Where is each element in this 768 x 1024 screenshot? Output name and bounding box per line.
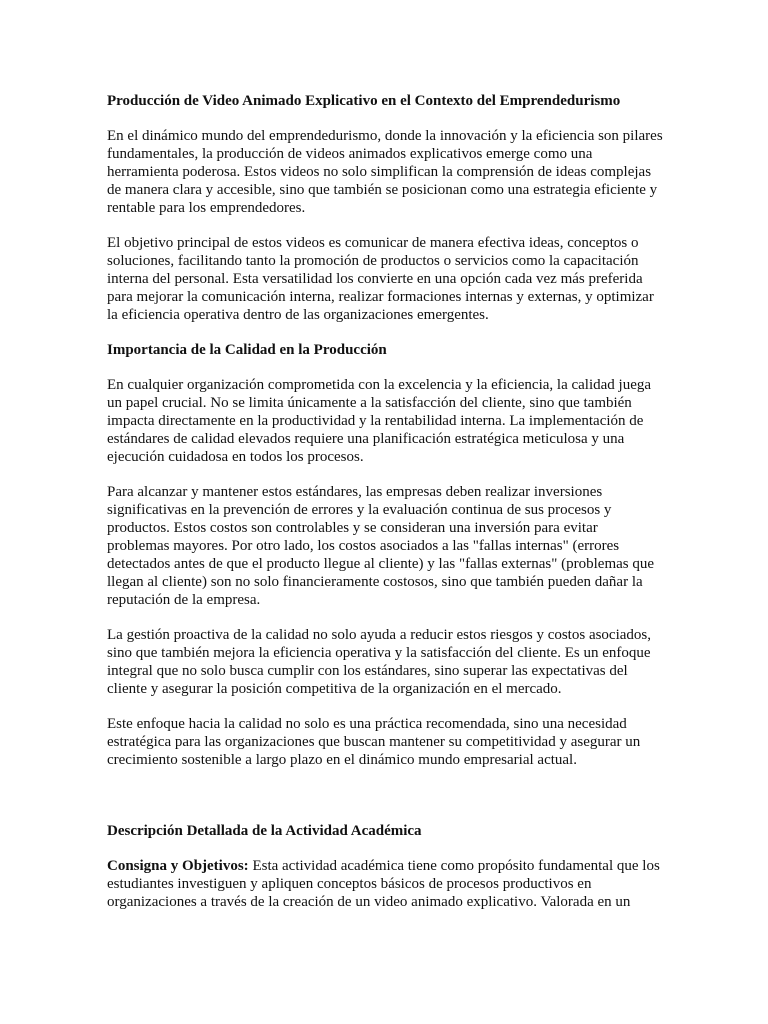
activity-lead-text: Esta actividad académica tiene como propósito fundamental que los estudiantes investiguen y apliquen conceptos básicos de procesos productivos en organizaciones a través de la creación de un video animado explicativo. Valorada en un: [107, 858, 660, 910]
intro-paragraph-1: En el dinámico mundo del emprendedurismo, donde la innovación y la eficiencia son pilares fundamentales, la producción de videos animados explicativos emerge como una herramienta poderosa. Estos videos no solo simplifican la comprensión de ideas complejas de manera clara y accesible, sino que también se posicionan como una estrategia eficiente y rentable para los emprendedores.: [107, 128, 663, 216]
quality-paragraph-2: Para alcanzar y mantener estos estándares, las empresas deben realizar inversiones significativas en la prevención de errores y la evaluación continua de sus procesos y productos. Estos costos son controlables y se consideran una inversión para evitar problemas mayores. Por otro lado, los costos asociados a las "fallas internas" (errores detectados antes de que el producto llegue al cliente) y las "fallas externas" (problemas que llegan al cliente) son no solo financieramente costosos, sino que también pueden dañar la reputación de la empresa.: [107, 484, 655, 608]
activity-paragraph: [107, 857, 663, 911]
quality-paragraph-1: En cualquier organización comprometida con la excelencia y la eficiencia, la calidad juega un papel crucial. No se limita únicamente a la satisfacción del cliente, sino que también impacta directamente en la productividad y la rentabilidad interna. La implementación de estándares de calidad elevados requiere una planificación estratégica meticulosa y una ejecución cuidadosa en todos los procesos.: [107, 377, 652, 465]
section-heading-activity: Descripción Detallada de la Actividad Académica: [107, 823, 422, 839]
quality-paragraph-3: La gestión proactiva de la calidad no solo ayuda a reducir estos riesgos y costos asociados, sino que también mejora la eficiencia operativa y la satisfacción del cliente. Es un enfoque integral que no solo busca cumplir con los estándares, sino superar las expectativas del cliente y asegurar la posición competitiva de la organización en el mercado.: [107, 627, 652, 697]
spacer: [107, 359, 663, 376]
intro-paragraph-2: El objetivo principal de estos videos es comunicar de manera efectiva ideas, conceptos o soluciones, facilitando tanto la promoción de productos o servicios como la capacitación interna del personal. Esta versatilidad los convierte en una opción cada vez más preferida para mejorar la comunicación interna, realizar formaciones internas y externas, y optimizar la eficiencia operativa dentro de las organizaciones emergentes.: [107, 235, 654, 323]
spacer: [107, 840, 663, 857]
spacer: [107, 466, 663, 483]
spacer: [107, 217, 663, 234]
quality-paragraph-4: Este enfoque hacia la calidad no solo es una práctica recomendada, sino una necesidad estratégica para las organizaciones que buscan mantener su competitividad y asegurar un crecimiento sostenible a largo plazo en el dinámico mundo empresarial actual.: [107, 716, 641, 768]
spacer: [107, 609, 663, 626]
document-title: Producción de Video Animado Explicativo en el Contexto del Emprendedurismo: [107, 93, 621, 109]
spacer: [107, 698, 663, 715]
section-heading-quality: Importancia de la Calidad en la Producción: [107, 342, 387, 358]
spacer: [107, 110, 663, 127]
document-page: [107, 92, 663, 911]
spacer: [107, 324, 663, 341]
spacer: [107, 769, 663, 822]
activity-lead-label: Consigna y Objetivos:: [107, 858, 249, 874]
